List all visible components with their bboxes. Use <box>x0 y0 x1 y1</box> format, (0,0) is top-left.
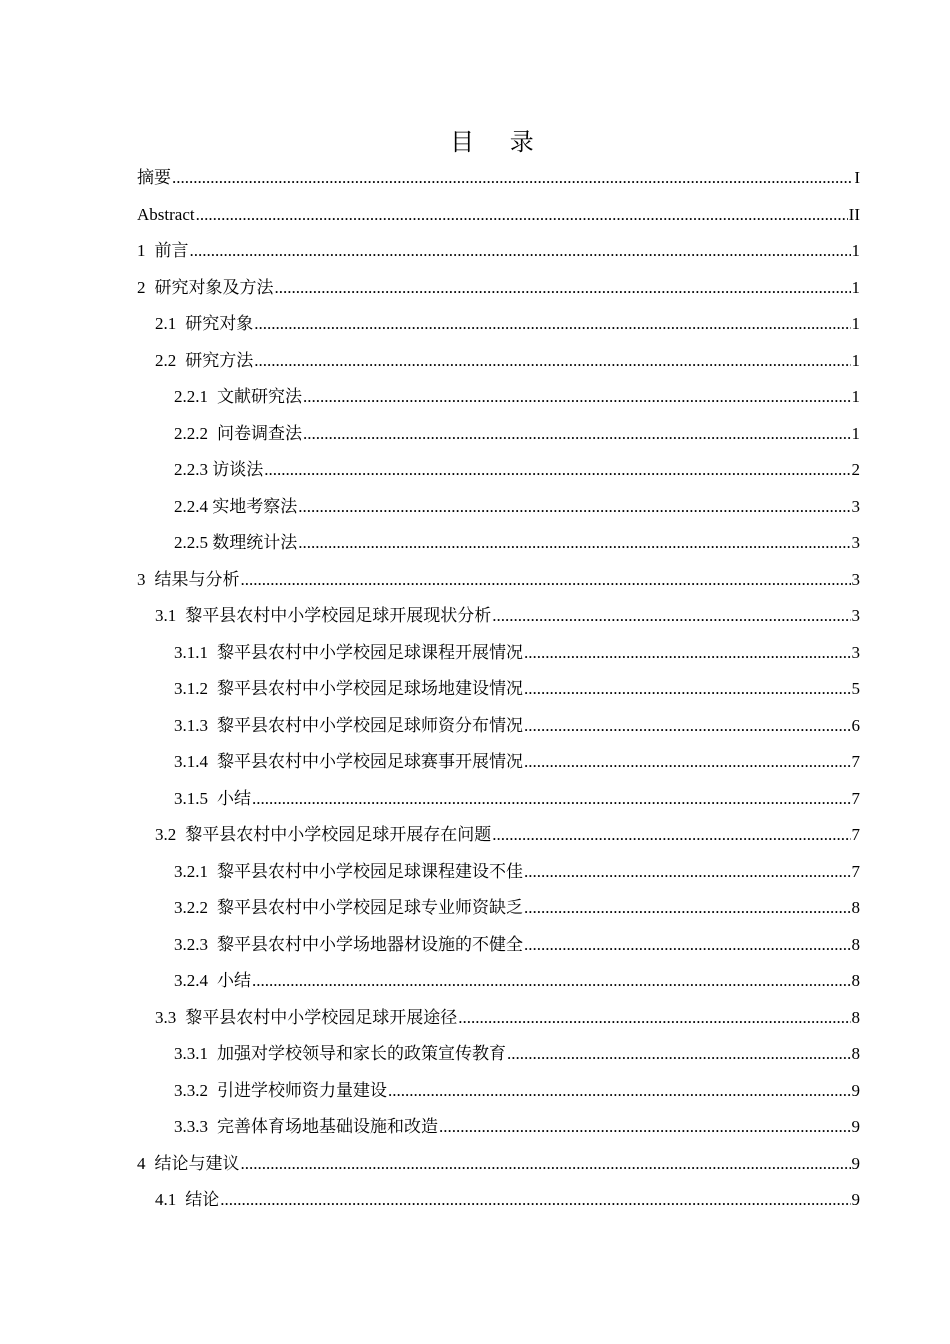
toc-entry-text: 黎平县农村中小学校园足球赛事开展情况 <box>217 752 523 771</box>
toc-page-number: 7 <box>851 752 860 771</box>
toc-entry-label <box>174 525 297 562</box>
toc-entry-label <box>174 963 251 1000</box>
toc-page-number: II <box>848 204 860 224</box>
toc-entry[interactable] <box>137 671 860 708</box>
toc-entry-number: 4.1 <box>155 1190 177 1209</box>
toc-dot-leader <box>524 671 851 708</box>
toc-dot-leader <box>172 160 853 197</box>
toc-entry-text: 前言 <box>154 241 189 260</box>
toc-entry[interactable] <box>137 598 860 635</box>
toc-entry-text: 小结 <box>217 971 251 990</box>
toc-entry-label <box>174 781 251 818</box>
toc-entry-label <box>174 379 302 416</box>
toc-dot-leader <box>254 306 850 343</box>
toc-page-number: 8 <box>851 898 860 917</box>
toc-entry[interactable] <box>137 452 860 489</box>
toc-entry[interactable] <box>137 343 860 380</box>
toc-entry-label <box>174 1073 387 1110</box>
toc-entry-label <box>174 854 523 891</box>
toc-entry-number: 3.2.1 <box>174 861 208 881</box>
toc-page-number: I <box>854 168 860 187</box>
toc-page-number: 1 <box>851 241 860 260</box>
toc-dot-leader <box>298 525 850 562</box>
toc-page-number: 8 <box>851 1007 860 1027</box>
toc-entry-label <box>155 598 491 635</box>
toc-entry-label <box>155 1000 457 1037</box>
toc-dot-leader <box>492 817 850 854</box>
toc-entry[interactable] <box>137 854 860 891</box>
toc-entry-label <box>137 160 171 197</box>
toc-entry[interactable] <box>137 708 860 745</box>
toc-entry-text: 结论与建议 <box>154 1153 240 1173</box>
toc-dot-leader <box>220 1182 850 1219</box>
toc-entry-text: 文献研究法 <box>217 387 302 406</box>
toc-dot-leader <box>524 890 851 927</box>
toc-page-number: 1 <box>851 423 860 443</box>
toc-entry-label <box>174 1036 506 1073</box>
toc-entry-text: 结论 <box>185 1190 220 1209</box>
toc-page-number: 8 <box>851 934 860 954</box>
toc-dot-leader <box>252 963 851 1000</box>
toc-entry-number: 1 <box>137 241 146 260</box>
toc-entry[interactable] <box>137 890 860 927</box>
toc-dot-leader <box>241 1146 851 1183</box>
toc-page-number: 3 <box>851 642 860 662</box>
toc-dot-leader <box>524 854 851 891</box>
toc-page-number: 9 <box>851 1190 860 1209</box>
toc-entry-label <box>155 306 253 343</box>
toc-entry-text: 黎平县农村中小学校园足球课程开展情况 <box>217 642 523 662</box>
toc-entry-number: 2.1 <box>155 314 177 333</box>
table-of-contents <box>137 160 860 1219</box>
toc-entry-text: 研究对象及方法 <box>154 277 274 297</box>
toc-entry-text: 黎平县农村中小学校园足球师资分布情况 <box>217 715 523 735</box>
toc-page-number: 8 <box>851 1044 860 1063</box>
toc-dot-leader <box>507 1036 851 1073</box>
toc-entry[interactable] <box>137 963 860 1000</box>
toc-dot-leader <box>439 1109 851 1146</box>
toc-dot-leader <box>303 379 851 416</box>
toc-entry-label <box>174 744 523 781</box>
toc-entry-label <box>155 1182 219 1219</box>
toc-entry[interactable] <box>137 562 860 599</box>
toc-entry[interactable] <box>137 781 860 818</box>
toc-entry-number: 3.2 <box>155 825 177 844</box>
toc-entry[interactable] <box>137 525 860 562</box>
toc-entry[interactable] <box>137 197 860 234</box>
toc-entry[interactable] <box>137 306 860 343</box>
toc-entry[interactable] <box>137 379 860 416</box>
toc-entry-label <box>174 416 302 453</box>
toc-page-number: 1 <box>851 350 860 370</box>
toc-entry-number: 3.3.1 <box>174 1044 208 1063</box>
toc-entry-label <box>174 890 523 927</box>
toc-dot-leader <box>275 270 851 307</box>
toc-entry-number: 2.2.1 <box>174 387 208 406</box>
toc-entry-label <box>137 1146 240 1183</box>
toc-entry-number: 3.1.5 <box>174 788 208 808</box>
toc-entry-number: 3.3 <box>155 1007 177 1027</box>
toc-page-number: 7 <box>851 788 860 808</box>
toc-entry-text: 引进学校师资力量建设 <box>217 1080 387 1100</box>
toc-entry[interactable] <box>137 744 860 781</box>
toc-entry-text: 加强对学校领导和家长的政策宣传教育 <box>217 1044 506 1063</box>
toc-page-number: 9 <box>851 1080 860 1100</box>
toc-entry-text: 小结 <box>217 788 251 808</box>
toc-entry-number: 3.3.2 <box>174 1080 208 1100</box>
toc-entry-text: 2.2.4 实地考察法 <box>174 496 298 516</box>
toc-dot-leader <box>196 197 848 234</box>
toc-entry-text: 摘要 <box>137 168 171 187</box>
toc-entry-number: 4 <box>137 1153 146 1173</box>
toc-entry-label <box>137 197 195 234</box>
toc-page-number: 3 <box>851 569 860 589</box>
toc-dot-leader <box>388 1073 851 1110</box>
toc-page-number: 1 <box>851 387 860 406</box>
toc-entry[interactable] <box>137 635 860 672</box>
toc-page-number: 2 <box>851 460 860 479</box>
toc-dot-leader <box>303 416 851 453</box>
toc-entry-label <box>137 233 189 270</box>
toc-entry-label <box>174 671 523 708</box>
toc-dot-leader <box>264 452 850 489</box>
toc-entry[interactable] <box>137 1146 860 1183</box>
toc-entry-text: 黎平县农村中小学校园足球场地建设情况 <box>217 679 523 698</box>
toc-entry-text: 黎平县农村中小学校园足球课程建设不佳 <box>217 861 523 881</box>
toc-entry[interactable] <box>137 489 860 526</box>
page-title: 目 录 <box>450 128 548 156</box>
toc-entry[interactable] <box>137 270 860 307</box>
toc-entry-number: 2.2.2 <box>174 423 208 443</box>
toc-page-number: 9 <box>851 1153 860 1173</box>
toc-dot-leader <box>492 598 850 635</box>
toc-entry[interactable] <box>137 927 860 964</box>
toc-entry[interactable] <box>137 233 860 270</box>
toc-entry-number: 3.1.1 <box>174 642 208 662</box>
toc-entry-number: 3.3.3 <box>174 1117 208 1136</box>
toc-entry-number: 2 <box>137 277 146 297</box>
toc-entry-text: 黎平县农村中小学校园足球开展存在问题 <box>185 825 492 844</box>
toc-entry-text: 研究方法 <box>185 350 254 370</box>
toc-page-number: 7 <box>851 861 860 881</box>
toc-entry-text: 黎平县农村中小学校园足球专业师资缺乏 <box>217 898 523 917</box>
toc-dot-leader <box>524 927 851 964</box>
toc-entry-text: Abstract <box>137 204 195 224</box>
toc-dot-leader <box>252 781 851 818</box>
toc-dot-leader <box>254 343 850 380</box>
toc-entry[interactable] <box>137 1073 860 1110</box>
toc-page-number: 8 <box>851 971 860 990</box>
toc-entry-label <box>174 927 523 964</box>
toc-entry-label <box>174 708 523 745</box>
toc-page-number: 6 <box>851 715 860 735</box>
toc-entry-label <box>174 452 263 489</box>
toc-entry[interactable] <box>137 1109 860 1146</box>
toc-entry-number: 2.2 <box>155 350 177 370</box>
toc-entry-text: 结果与分析 <box>154 569 240 589</box>
toc-page-number: 3 <box>851 606 860 625</box>
toc-entry-number: 3.1 <box>155 606 177 625</box>
toc-entry-text: 黎平县农村中小学校园足球开展途径 <box>185 1007 458 1027</box>
toc-page-number: 5 <box>851 679 860 698</box>
toc-page-number: 9 <box>851 1117 860 1136</box>
toc-entry-text: 黎平县农村中小学场地器材设施的不健全 <box>217 934 523 954</box>
toc-entry-text: 完善体育场地基础设施和改造 <box>217 1117 438 1136</box>
toc-entry-text: 2.2.5 数理统计法 <box>174 533 298 552</box>
toc-dot-leader <box>298 489 850 526</box>
toc-page-number: 1 <box>851 277 860 297</box>
toc-entry-label <box>174 489 297 526</box>
toc-page-number: 1 <box>851 314 860 333</box>
toc-page-number: 7 <box>851 825 860 844</box>
toc-entry-number: 3.2.4 <box>174 971 208 990</box>
toc-dot-leader <box>190 233 851 270</box>
toc-entry[interactable] <box>137 817 860 854</box>
toc-entry-number: 3 <box>137 569 146 589</box>
toc-dot-leader <box>524 744 851 781</box>
toc-entry-number: 3.1.2 <box>174 679 208 698</box>
toc-dot-leader <box>458 1000 850 1037</box>
toc-entry-number: 3.2.3 <box>174 934 208 954</box>
toc-entry-text: 问卷调查法 <box>217 423 302 443</box>
toc-entry[interactable] <box>137 416 860 453</box>
toc-dot-leader <box>524 708 851 745</box>
toc-entry-label <box>174 1109 438 1146</box>
toc-entry-number: 3.1.3 <box>174 715 208 735</box>
toc-page-number: 3 <box>851 496 860 516</box>
toc-entry[interactable] <box>137 1000 860 1037</box>
toc-entry-text: 2.2.3 访谈法 <box>174 460 264 479</box>
toc-entry-label <box>155 343 253 380</box>
toc-dot-leader <box>524 635 851 672</box>
toc-entry-label <box>155 817 491 854</box>
toc-entry-number: 3.1.4 <box>174 752 208 771</box>
toc-entry[interactable] <box>137 1182 860 1219</box>
toc-entry-label <box>137 270 274 307</box>
toc-entry-text: 黎平县农村中小学校园足球开展现状分析 <box>185 606 492 625</box>
toc-entry-label <box>137 562 240 599</box>
toc-page-number: 3 <box>851 533 860 552</box>
toc-entry-label <box>174 635 523 672</box>
toc-entry-text: 研究对象 <box>185 314 254 333</box>
toc-entry[interactable] <box>137 1036 860 1073</box>
toc-dot-leader <box>241 562 851 599</box>
toc-entry-number: 3.2.2 <box>174 898 208 917</box>
toc-entry[interactable] <box>137 160 860 197</box>
